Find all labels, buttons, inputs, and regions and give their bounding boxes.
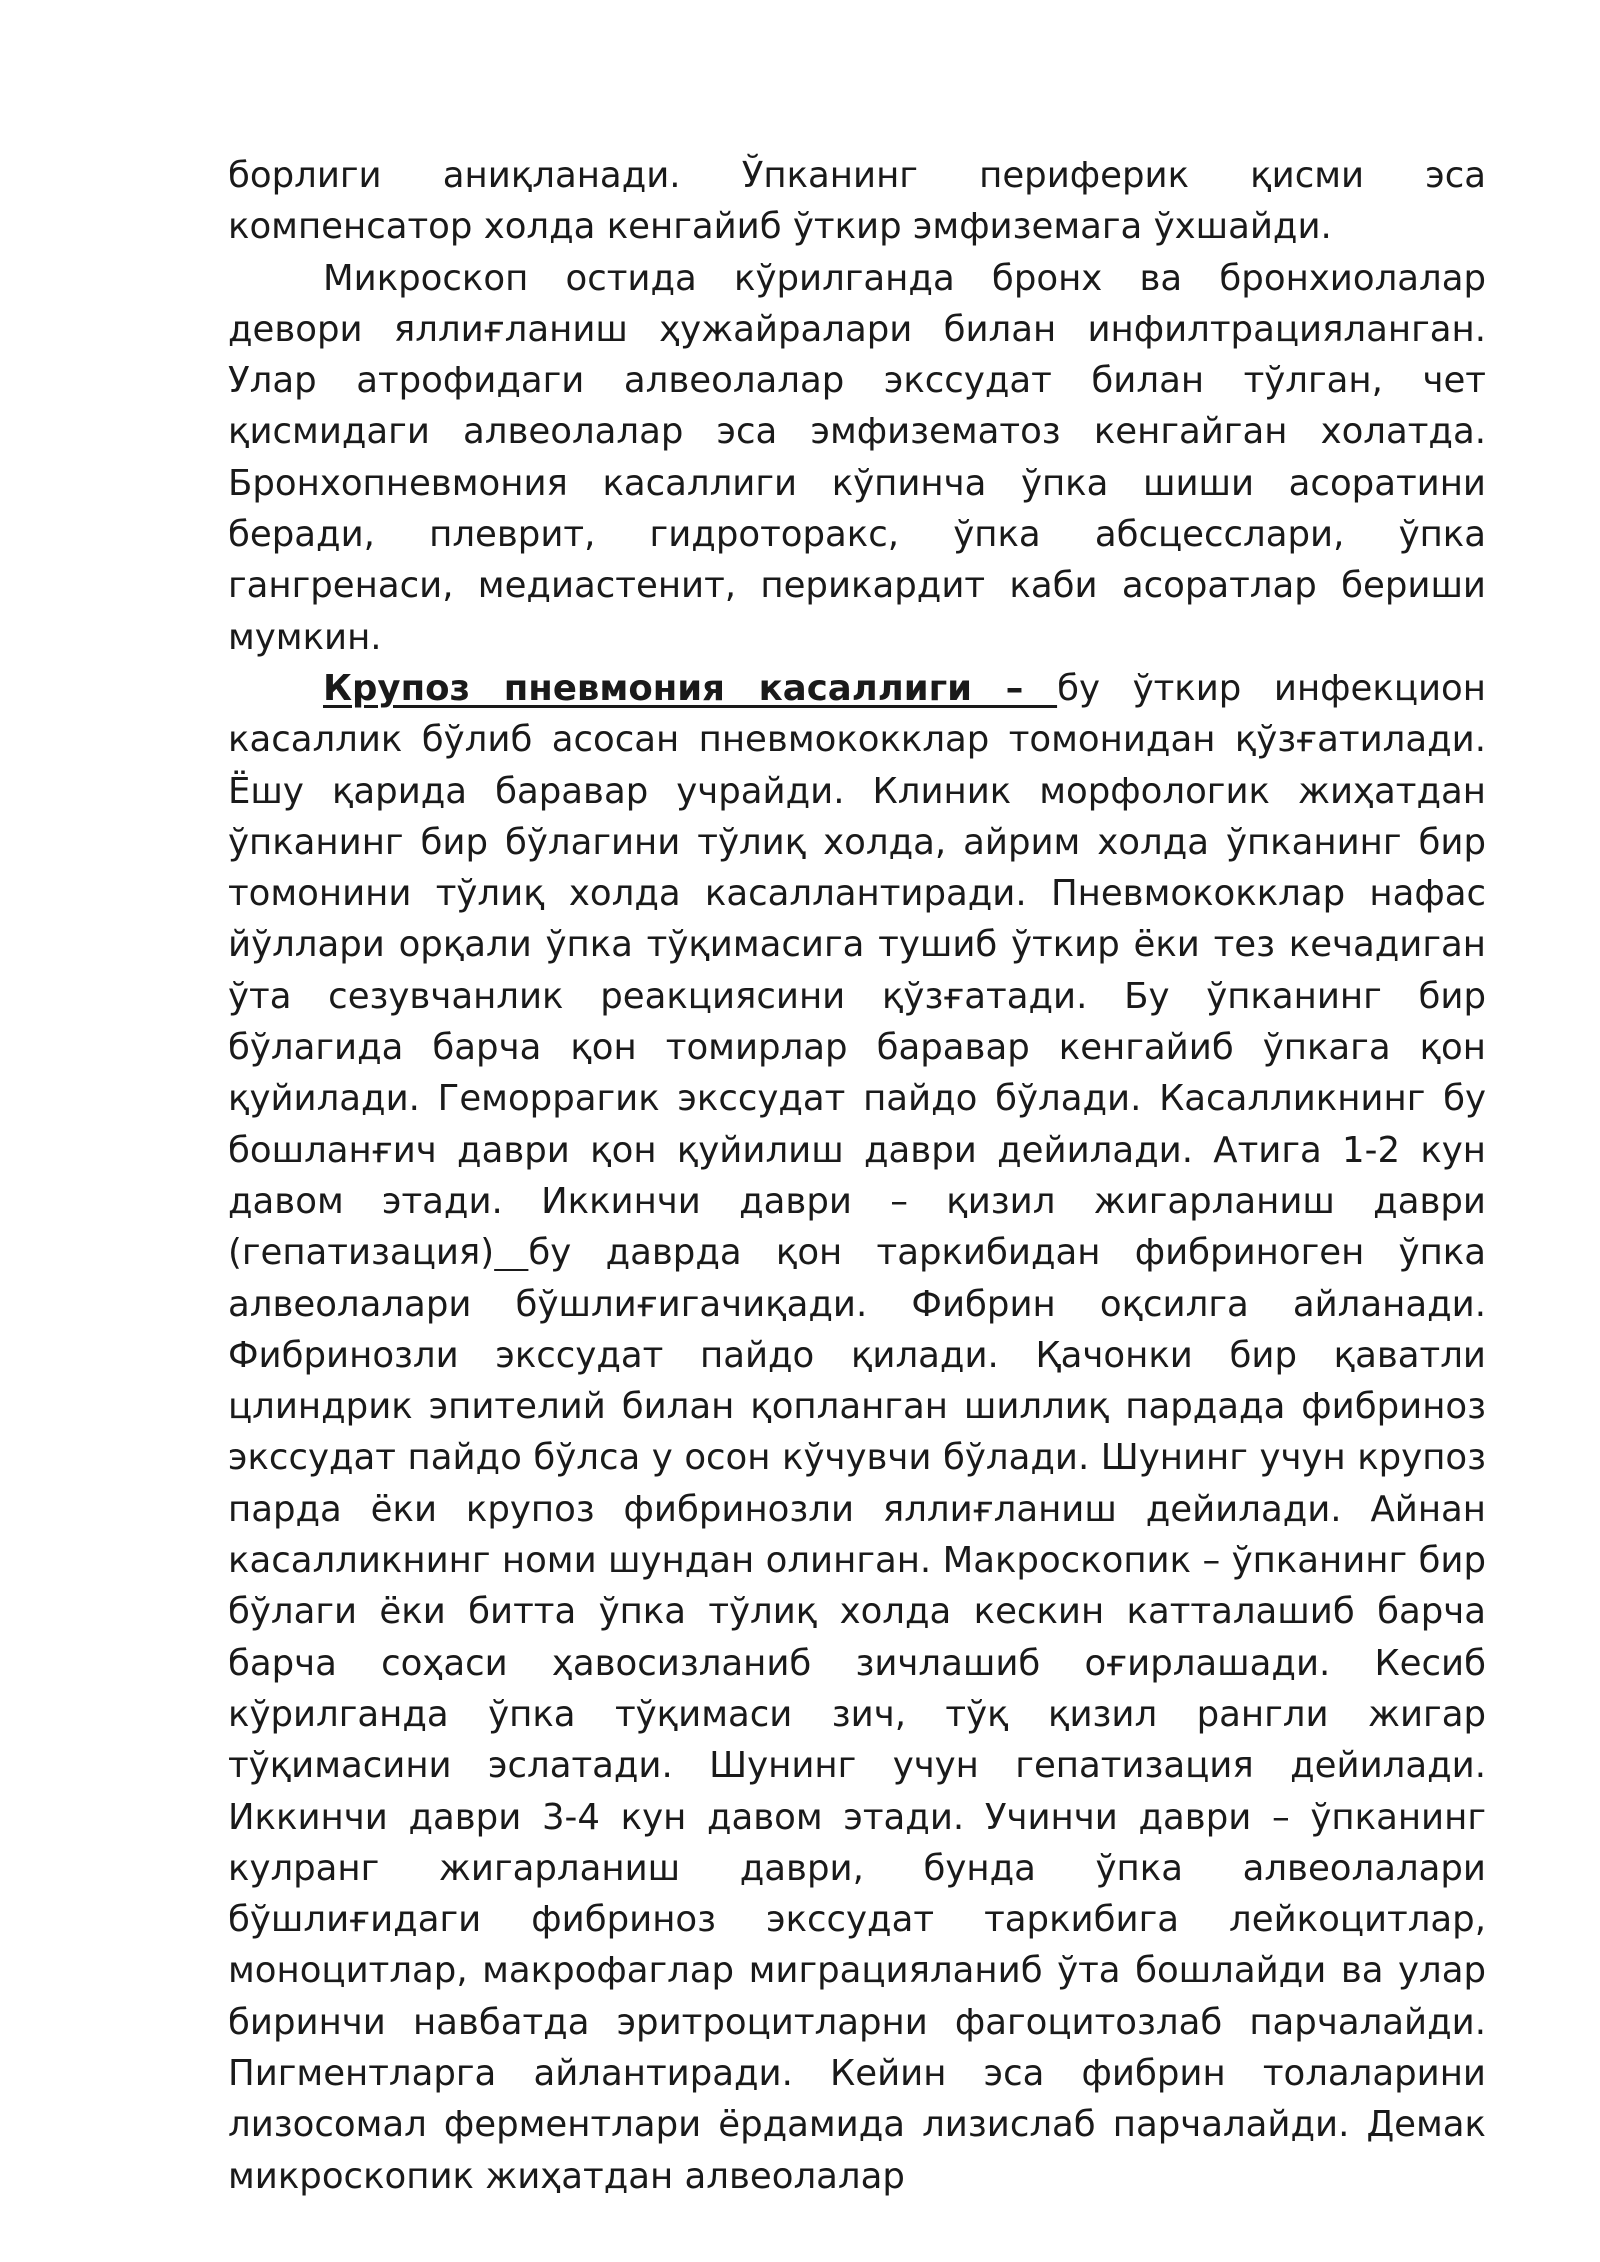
paragraph-continuation: борлиги аниқланади. Ўпканинг периферик қисми эса компенсатор холда кенгайиб ўткир эмфиземага ўхшайди. (228, 155, 1486, 248)
paragraph-text-part-1: бу ўткир инфекцион касаллик бўлиб асосан пневмококклар томонидан қўзғатилади. Ёшу қарида баравар учрайди. Клиник морфологик жиҳатдан ўпканинг бир бўлагини тўлиқ холда, айрим холда ўпканинг бир томонини тўлиқ холда касаллантиради. Пневмококклар нафас йўллари орқали ўпка тўқимасига тушиб ўткир ёки тез кечадиган ўта сезувчанлик реакциясини қўзғатади. Бу ўпканинг бир бўлагида барча қон томирлар баравар кенгайиб ўпкага қон қуйилади. Геморрагик экссудат пайдо бўлади. Касалликнинг бу бошланғич даври қон қуйилиш даври дейилади. Атига 1-2 кун давом этади. Иккинчи даври – қизил жигарланиш даври (гепатизация) (228, 667, 1486, 1274)
term-heading: Крупоз пневмония касаллиги – (323, 667, 1058, 709)
paragraph-croupous-pneumonia (228, 663, 1486, 2202)
paragraph-microscopy: Микроскоп остида кўрилганда бронх ва бронхиолалар девори яллиғланиш ҳужайралари билан инфилтрацияланган. Улар атрофидаги алвеолалар экссудат билан тўлган, чет қисмидаги алвеолалар эса эмфизематоз кенгайган холатда. Бронхопневмония касаллиги кўпинча ўпка шиши асоратини беради, плеврит, гидроторакс, ўпка абсцесслари, ўпка гангренаси, медиастенит, перикардит каби асоратлар бериши мумкин. (228, 257, 1486, 658)
document-page (228, 150, 1486, 2197)
paragraph-text-part-2: бу даврда қон таркибидан фибриноген ўпка алвеолалари бўшлиғигачиқади. Фибрин оқсилга айланади. Фибринозли экссудат пайдо қилади. Қачонки бир қаватли цлиндрик эпителий билан қопланган шиллиқ пардада фибриноз экссудат пайдо бўлса у осон кўчувчи бўлади. Шунинг учун крупоз парда ёки крупоз фибринозли яллиғланиш дейилади. Айнан касалликнинг номи шундан олинган. Макроскопик – ўпканинг бир бўлаги ёки битта ўпка тўлиқ холда кескин катталашиб барча барча соҳаси ҳавосизланиб зичлашиб оғирлашади. Кесиб кўрилганда ўпка тўқимаси зич, тўқ қизил рангли жигар тўқимасини эслатади. Шунинг учун гепатизация дейилади. Иккинчи даври 3-4 кун давом этади. Учинчи даври – ўпканинг кулранг жигарланиш даври, бунда ўпка алвеолалари бўшлиғидаги фибриноз экссудат таркибига лейкоцитлар, моноцитлар, макрофаглар миграцияланиб ўта бошлайди ва улар биринчи навбатда эритроцитларни фагоцитозлаб парчалайди. Пигментларга айлантиради. Кейин эса фибрин толаларини лизосомал ферментлари ёрдамида лизислаб парчалайди. Демак микроскопик жиҳатдан алвеолалар (228, 1232, 1486, 2197)
underline-gap (494, 1232, 528, 1273)
